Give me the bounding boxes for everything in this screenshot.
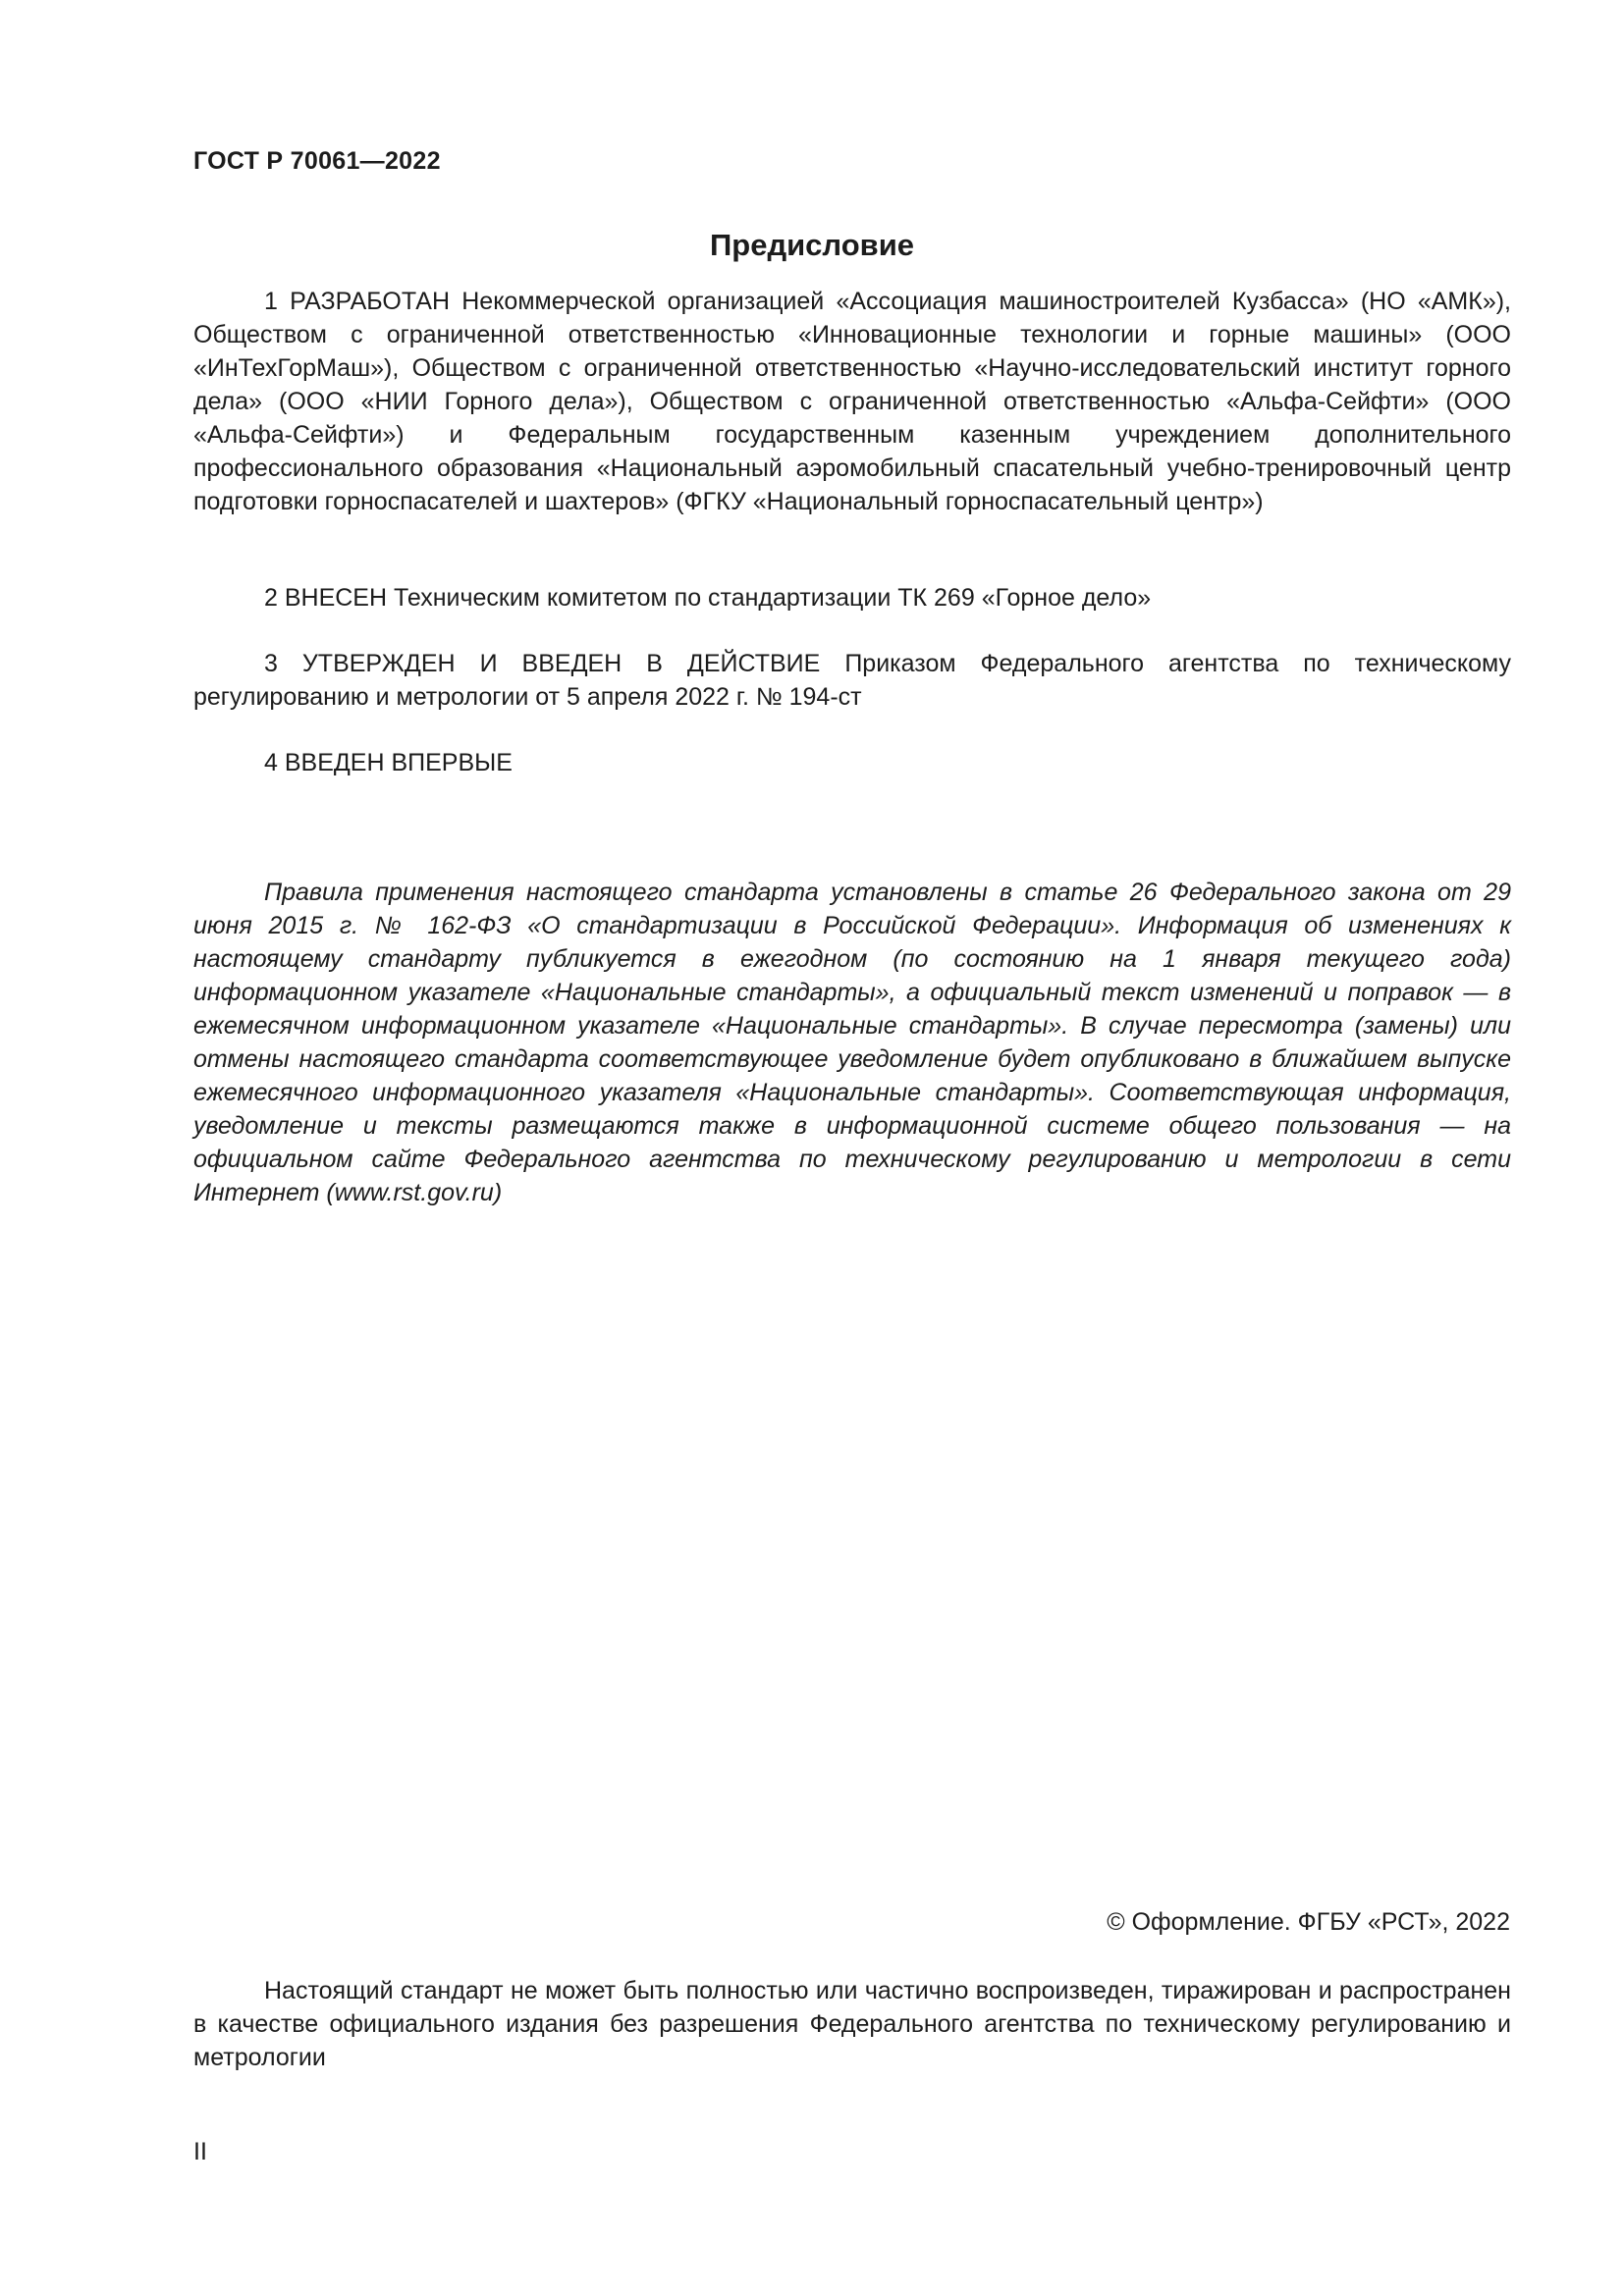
foreword-item-4: [193, 746, 1511, 779]
copyright-line: © Оформление. ФГБУ «РСТ», 2022: [1107, 1908, 1510, 1936]
foreword-item-2-text: 2 ВНЕСЕН Техническим комитетом по стандартизации ТК 269 «Горное дело»: [264, 584, 1152, 612]
rights-notice-text: Настоящий стандарт не может быть полностью или частично воспроизведен, тиражирован и распространен в качестве официального издания без разрешения Федерального агентства по техническому регулированию и метрологии: [193, 1977, 1511, 2071]
application-notice-text: Правила применения настоящего стандарта установлены в статье 26 Федерального закона от 29 июня 2015 г. № 162-ФЗ «О стандартизации в Российской Федерации». Информация об изменениях к настоящему стандарту публикуется в ежегодном (по состоянию на 1 января текущего года) информационном указателе «Национальные стандарты», а официальный текст изменений и поправок — в ежемесячном информационном указателе «Национальные стандарты». В случае пересмотра (замены) или отмены настоящего стандарта соответствующее уведомление будет опубликовано в ближайшем выпуске ежемесячного информационного указателя «Национальные стандарты». Соответствующая информация, уведомление и тексты размещаются также в информационной системе общего пользования — на официальном сайте Федерального агентства по техническому регулированию и метрологии в сети Интернет (www.rst.gov.ru): [193, 879, 1511, 1206]
foreword-item-3-text: 3 УТВЕРЖДЕН И ВВЕДЕН В ДЕЙСТВИЕ Приказом Федерального агентства по техническому регулированию и метрологии от 5 апреля 2022 г. № 194-ст: [193, 650, 1511, 711]
foreword-item-2: [193, 581, 1511, 614]
page-number: II: [193, 2138, 207, 2165]
foreword-item-1: [193, 285, 1511, 518]
foreword-item-3: [193, 647, 1511, 714]
standard-code-header: ГОСТ Р 70061—2022: [193, 147, 441, 175]
page-title: Предисловие: [709, 228, 914, 262]
foreword-item-4-text: 4 ВВЕДЕН ВПЕРВЫЕ: [264, 749, 513, 776]
foreword-item-1-text: 1 РАЗРАБОТАН Некоммерческой организацией «Ассоциация машиностроителей Кузбасса» (НО «АМК»), Обществом с ограниченной ответственностью «Инновационные технологии и горные машины» (ООО «ИнТехГорМаш»), Обществом с ограниченной ответственностью «Научно-исследовательский институт горного дела» (ООО «НИИ Горного дела»), Обществом с ограниченной ответственностью «Альфа-Сейфти» (ООО «Альфа-Сейфти») и Федеральным государственным казенным учреждением дополнительного профессионального образования «Национальный аэромобильный спасательный учебно-тренировочный центр подготовки горноспасателей и шахтеров» (ФГКУ «Национальный горноспасательный центр»): [193, 288, 1511, 515]
rights-notice: [193, 1974, 1511, 2074]
application-notice: [193, 876, 1511, 1209]
